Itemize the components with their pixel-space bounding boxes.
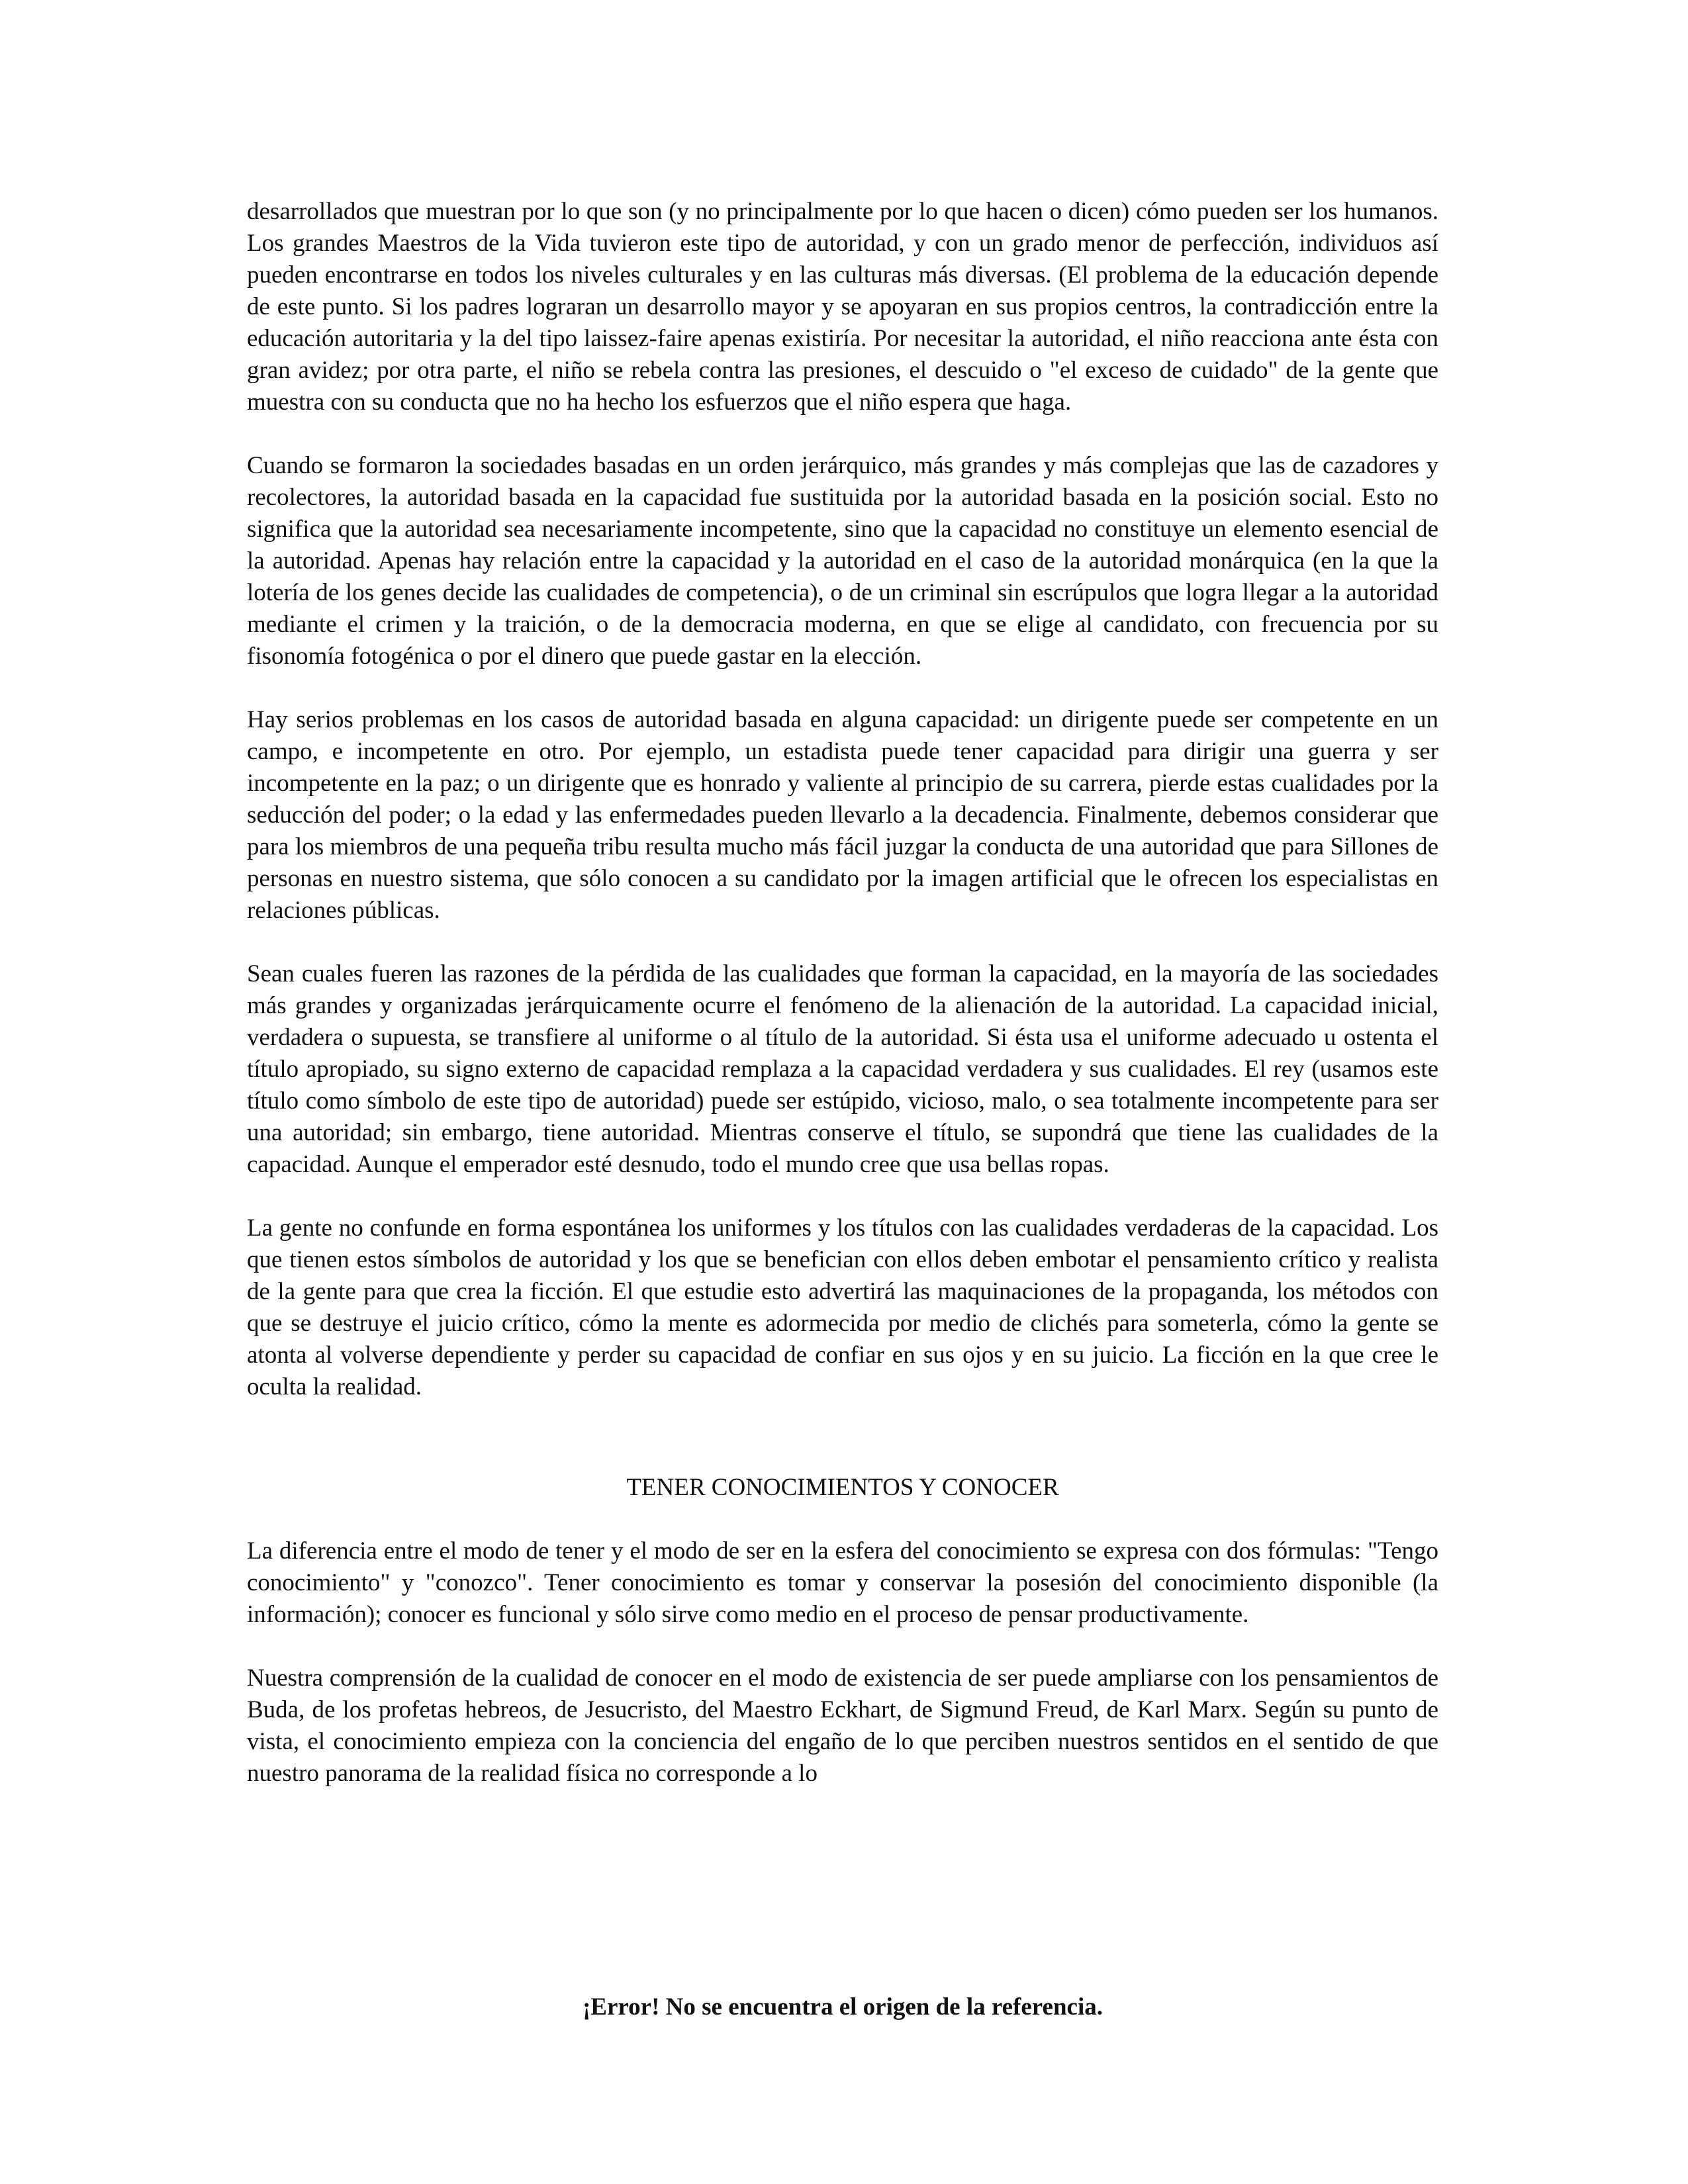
paragraph: Sean cuales fueren las razones de la pérdida de las cualidades que forman la capacidad, en la mayoría de las sociedades más grandes y organizadas jerárquicamente ocurre el fenómeno de la alienación de la autoridad. La capacidad inicial, verdadera o supuesta, se transfiere al uniforme o al título de la autoridad. Si ésta usa el uniforme adecuado u ostenta el título apropiado, su signo externo de capacidad remplaza a la capacidad verdadera y sus cualidades. El rey (usamos este título como símbolo de este tipo de autoridad) puede ser estúpido, vicioso, malo, o sea totalmente incompetente para ser una autoridad; sin embargo, tiene autoridad. Mientras conserve el título, se supondrá que tiene las cualidades de la capacidad. Aunque el emperador esté desnudo, todo el mundo cree que usa bellas ropas. [247,960,1438,1178]
paragraph: Cuando se formaron la sociedades basadas en un orden jerárquico, más grandes y más complejas que las de cazadores y recolectores, la autoridad basada en la capacidad fue sustituida por la autoridad basada en la posición social. Esto no significa que la autoridad sea necesariamente incompetente, sino que la capacidad no constituye un elemento esencial de la autoridad. Apenas hay relación entre la capacidad y la autoridad en el caso de la autoridad monárquica (en la que la lotería de los genes decide las cualidades de competencia), o de un criminal sin escrúpulos que logra llegar a la autoridad mediante el crimen y la traición, o de la democracia moderna, en que se elige al candidato, con frecuencia por su fisonomía fotogénica o por el dinero que puede gastar en la elección. [247,452,1438,670]
paragraph: Hay serios problemas en los casos de autoridad basada en alguna capacidad: un dirigente puede ser competente en un campo, e incompetente en otro. Por ejemplo, un estadista puede tener capacidad para dirigir una guerra y ser incompetente en la paz; o un dirigente que es honrado y valiente al principio de su carrera, pierde estas cualidades por la seducción del poder; o la edad y las enfermedades pueden llevarlo a la decadencia. Finalmente, debemos considerar que para los miembros de una pequeña tribu resulta mucho más fácil juzgar la conducta de una autoridad que para Sillones de personas en nuestro sistema, que sólo conocen a su candidato por la imagen artificial que le ofrecen los especialistas en relaciones públicas. [247,706,1438,924]
paragraph: La diferencia entre el modo de tener y el modo de ser en la esfera del conocimiento se expresa con dos fórmulas: "Tengo conocimiento" y "conozco". Tener conocimiento es tomar y conservar la posesión del conocimiento disponible (la información); conocer es funcional y sólo sirve como medio en el proceso de pensar productivamente. [247,1537,1438,1628]
paragraph: Nuestra comprensión de la cualidad de conocer en el modo de existencia de ser puede ampliarse con los pensamientos de Buda, de los profetas hebreos, de Jesucristo, del Maestro Eckhart, de Sigmund Freud, de Karl Marx. Según su punto de vista, el conocimiento empieza con la conciencia del engaño de lo que perciben nuestros sentidos en el sentido de que nuestro panorama de la realidad física no corresponde a lo [247,1664,1438,1787]
body-text [247,196,1438,1821]
paragraph: desarrollados que muestran por lo que son (y no principalmente por lo que hacen o dicen) cómo pueden ser los humanos. Los grandes Maestros de la Vida tuvieron este tipo de autoridad, y con un grado menor de perfección, individuos así pueden encontrarse en todos los niveles culturales y en las culturas más diversas. (El problema de la educación depende de este punto. Si los padres lograran un desarrollo mayor y se apoyaran en sus propios centros, la contradicción entre la educación autoritaria y la del tipo laissez-faire apenas existiría. Por necesitar la autoridad, el niño reacciona ante ésta con gran avidez; por otra parte, el niño se rebela contra las presiones, el descuido o "el exceso de cuidado" de la gente que muestra con su conducta que no ha hecho los esfuerzos que el niño espera que haga. [247,198,1438,416]
page-footer: ¡Error! No se encuentra el origen de la referencia. [582,1993,1103,2021]
section-heading: TENER CONOCIMIENTOS Y CONOCER [626,1474,1059,1501]
paragraph: La gente no confunde en forma espontánea los uniformes y los títulos con las cualidades verdaderas de la capacidad. Los que tienen estos símbolos de autoridad y los que se benefician con ellos deben embotar el pensamiento crítico y realista de la gente para que crea la ficción. El que estudie esto advertirá las maquinaciones de la propaganda, los métodos con que se destruye el juicio crítico, cómo la mente es adormecida por medio de clichés para someterla, cómo la gente se atonta al volverse dependiente y perder su capacidad de confiar en sus ojos y en su juicio. La ficción en la que cree le oculta la realidad. [247,1214,1438,1400]
